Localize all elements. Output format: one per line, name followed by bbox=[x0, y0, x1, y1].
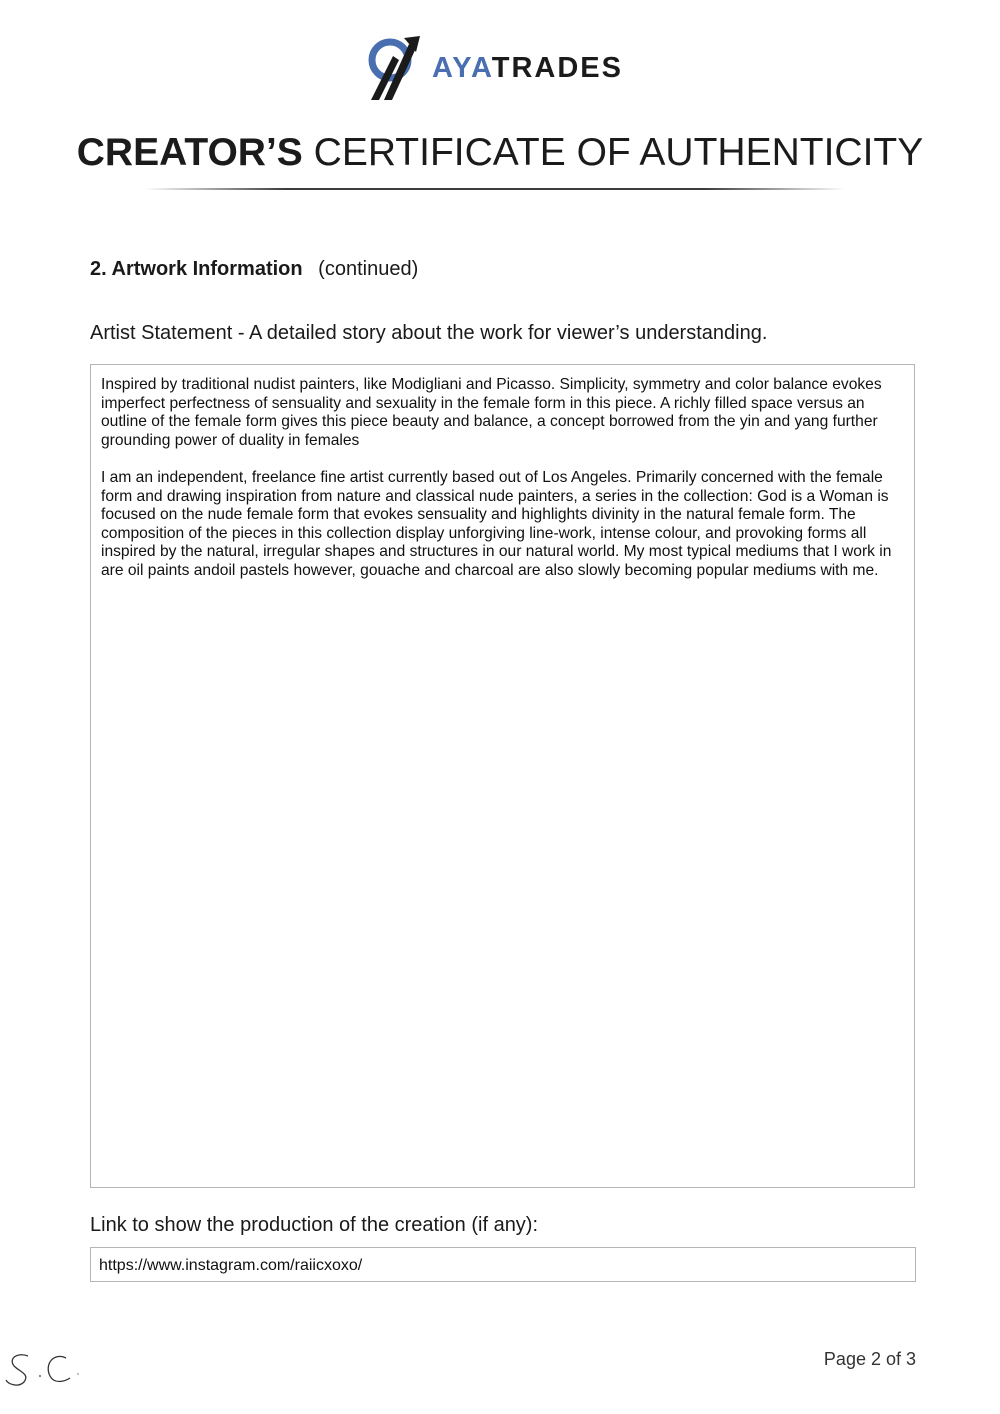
page-title-rest: CERTIFICATE OF AUTHENTICITY bbox=[313, 131, 924, 174]
statement-paragraph: I am an independent, freelance fine artist currently based out of Los Angeles. Primarily concerned with the female form and drawing inspiration from nature and classical nude painters, a series in the collection: God is a Woman is focused on the nude female form that evokes sensuality and highlights divinity in the natural female form. The composition of the pieces in this collection display unforgiving line-work, intense colour, and provoking forms all inspired by the natural, irregular shapes and structures in our natural world. My most typical mediums that I work in are oil paints andoil pastels however, gouache and charcoal are also slowly becoming popular mediums with me. bbox=[101, 468, 892, 579]
brand-logo bbox=[366, 34, 636, 102]
artist-statement-field[interactable] bbox=[90, 364, 915, 1188]
production-link-label: Link to show the production of the creation (if any): bbox=[90, 1214, 539, 1236]
page-title bbox=[0, 128, 1000, 178]
artist-statement-label: Artist Statement - A detailed story about the work for viewer’s understanding. bbox=[90, 322, 768, 344]
section-heading bbox=[90, 256, 418, 282]
brand-suffix: TRADES bbox=[491, 52, 623, 84]
page-title-bold: CREATOR’S bbox=[76, 131, 303, 174]
page-number: Page 2 of 3 bbox=[823, 1349, 916, 1369]
production-link-field[interactable]: https://www.instagram.com/raiicxoxo/ bbox=[90, 1247, 916, 1282]
ayatrades-logo-icon bbox=[366, 34, 424, 102]
brand-prefix: AYA bbox=[432, 52, 492, 84]
statement-paragraph: Inspired by traditional nudist painters, like Modigliani and Picasso. Simplicity, symmetry and color balance evokes imperfect perfectness of sensuality and sexuality in the female form in this piece. A richly filled space versus an outline of the female form gives this piece beauty and balance, a concept borrowed from the yin and yang further grounding power of duality in females bbox=[101, 376, 882, 449]
section-heading-title: 2. Artwork Information bbox=[90, 258, 303, 280]
brand-wordmark bbox=[432, 52, 623, 84]
section-heading-note: (continued) bbox=[318, 258, 419, 280]
handwritten-signature bbox=[4, 1350, 84, 1390]
title-divider bbox=[145, 188, 845, 190]
